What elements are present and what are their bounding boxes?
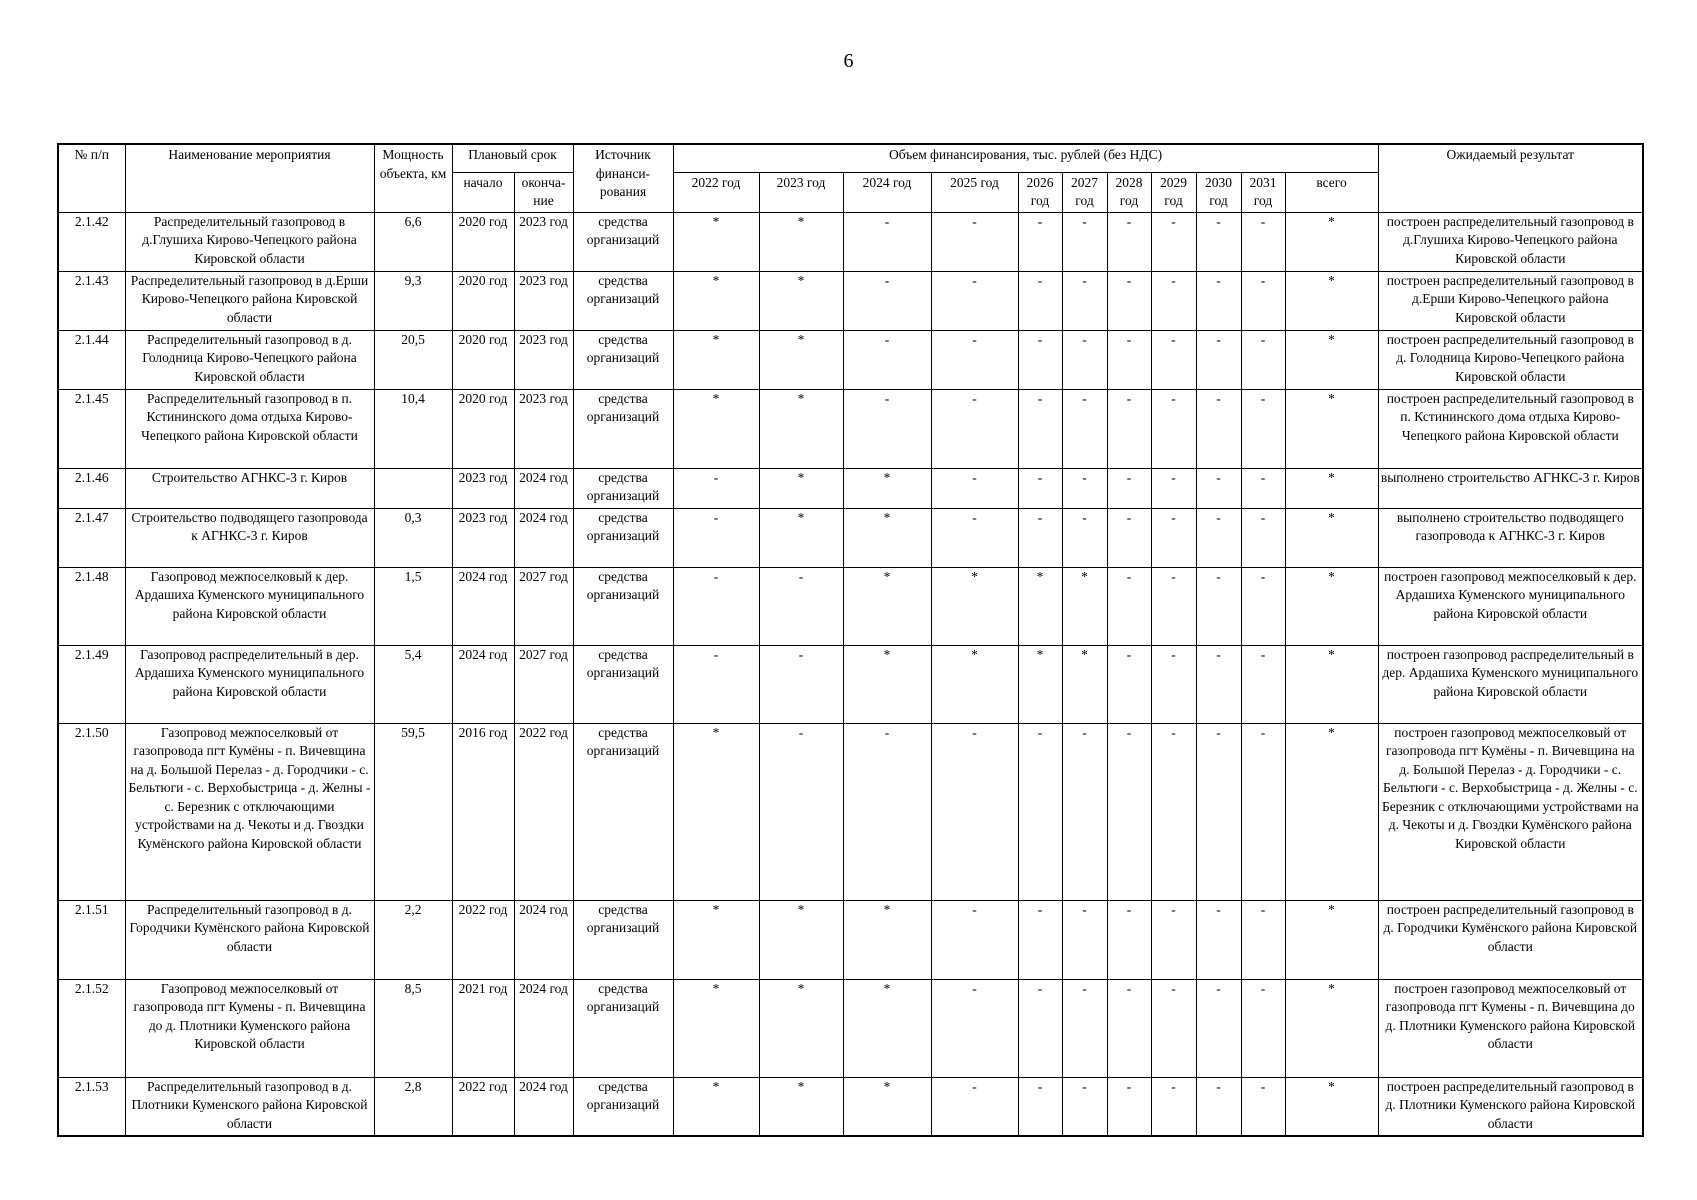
header-year-2024: 2024 год (843, 172, 931, 212)
header-year-2025: 2025 год (931, 172, 1018, 212)
row-capacity: 5,4 (374, 645, 452, 723)
row-source: средства организаций (573, 900, 673, 979)
row-start: 2022 год (452, 1077, 514, 1136)
row-value-2023: * (759, 389, 843, 468)
row-num: 2.1.46 (58, 468, 125, 508)
row-source: средства организаций (573, 645, 673, 723)
row-value-total: * (1285, 212, 1378, 271)
row-value-2023: * (759, 271, 843, 330)
row-value-2024: * (843, 508, 931, 567)
row-value-2029: - (1151, 271, 1196, 330)
row-value-2026: - (1018, 979, 1062, 1077)
row-value-2028: - (1107, 567, 1151, 645)
row-value-2030: - (1196, 723, 1241, 900)
row-value-2022: - (673, 508, 759, 567)
row-capacity: 8,5 (374, 979, 452, 1077)
row-value-2022: - (673, 468, 759, 508)
row-value-2028: - (1107, 271, 1151, 330)
header-year-2022: 2022 год (673, 172, 759, 212)
row-end: 2024 год (514, 979, 573, 1077)
header-year-2029: 2029 год (1151, 172, 1196, 212)
row-value-2024: * (843, 1077, 931, 1136)
header-source: Источник финанси-рования (573, 144, 673, 212)
row-start: 2021 год (452, 979, 514, 1077)
row-value-2025: - (931, 468, 1018, 508)
row-value-2029: - (1151, 900, 1196, 979)
row-num: 2.1.52 (58, 979, 125, 1077)
row-value-2029: - (1151, 389, 1196, 468)
row-name: Газопровод межпоселковый от газопровода пгт Кумёны - п. Вичевщина на д. Большой Перелаз - д. Городчики - с. Бельтюги - с. Верхобыстрица - д. Желны - с. Березник с отключающими устройствами на д. Чекоты и д. Гвоздки Кумёнского района Кировской области (125, 723, 374, 900)
table-row (58, 723, 1643, 900)
row-value-2024: * (843, 900, 931, 979)
header-term: Плановый срок (452, 144, 573, 172)
row-value-2027: - (1062, 1077, 1107, 1136)
row-name: Газопровод межпоселковый к дер. Ардашиха Куменского муниципального района Кировской области (125, 567, 374, 645)
table-row (58, 468, 1643, 508)
row-value-2031: - (1241, 508, 1285, 567)
row-value-2028: - (1107, 645, 1151, 723)
header-start: начало (452, 172, 514, 212)
row-value-total: * (1285, 723, 1378, 900)
row-value-2030: - (1196, 645, 1241, 723)
row-num: 2.1.49 (58, 645, 125, 723)
row-value-2027: - (1062, 271, 1107, 330)
financing-table (57, 143, 1644, 1137)
row-value-2022: * (673, 979, 759, 1077)
row-value-2024: * (843, 567, 931, 645)
row-num: 2.1.50 (58, 723, 125, 900)
row-value-total: * (1285, 979, 1378, 1077)
row-value-2022: * (673, 1077, 759, 1136)
header-num: № п/п (58, 144, 125, 212)
row-result: построен распределительный газопровод в д. Городчики Кумёнского района Кировской области (1378, 900, 1643, 979)
row-result: построен распределительный газопровод в д.Глушиха Кирово-Чепецкого района Кировской области (1378, 212, 1643, 271)
row-result: выполнено строительство АГНКС-3 г. Киров (1378, 468, 1643, 508)
row-num: 2.1.48 (58, 567, 125, 645)
table-row (58, 979, 1643, 1077)
table-body (58, 212, 1643, 1136)
row-capacity (374, 468, 452, 508)
header-year-2030: 2030 год (1196, 172, 1241, 212)
row-start: 2024 год (452, 645, 514, 723)
row-start: 2023 год (452, 508, 514, 567)
row-start: 2020 год (452, 330, 514, 389)
header-total: всего (1285, 172, 1378, 212)
header-name: Наименование мероприятия (125, 144, 374, 212)
row-start: 2016 год (452, 723, 514, 900)
row-value-2026: - (1018, 330, 1062, 389)
table-row (58, 1077, 1643, 1136)
row-end: 2022 год (514, 723, 573, 900)
row-source: средства организаций (573, 508, 673, 567)
row-value-2027: - (1062, 508, 1107, 567)
row-value-2030: - (1196, 212, 1241, 271)
row-value-2029: - (1151, 468, 1196, 508)
row-start: 2020 год (452, 389, 514, 468)
row-value-2031: - (1241, 271, 1285, 330)
row-value-2024: - (843, 330, 931, 389)
row-value-2024: * (843, 468, 931, 508)
row-value-2029: - (1151, 212, 1196, 271)
row-value-2025: * (931, 567, 1018, 645)
row-end: 2024 год (514, 900, 573, 979)
row-value-2030: - (1196, 900, 1241, 979)
row-value-2026: - (1018, 723, 1062, 900)
row-capacity: 59,5 (374, 723, 452, 900)
row-value-2029: - (1151, 1077, 1196, 1136)
row-value-2028: - (1107, 468, 1151, 508)
row-value-2024: - (843, 389, 931, 468)
row-value-2029: - (1151, 723, 1196, 900)
row-value-2029: - (1151, 567, 1196, 645)
row-num: 2.1.45 (58, 389, 125, 468)
header-capacity: Мощность объекта, км (374, 144, 452, 212)
row-source: средства организаций (573, 1077, 673, 1136)
page-number: 6 (843, 50, 854, 72)
row-start: 2020 год (452, 212, 514, 271)
row-value-2023: * (759, 1077, 843, 1136)
row-value-2027: - (1062, 900, 1107, 979)
row-value-2026: - (1018, 212, 1062, 271)
row-result: построен распределительный газопровод в п. Кстининского дома отдыха Кирово-Чепецкого района Кировской области (1378, 389, 1643, 468)
row-result: построен распределительный газопровод в д. Голодница Кирово-Чепецкого района Кировской области (1378, 330, 1643, 389)
row-value-2028: - (1107, 723, 1151, 900)
row-value-2024: - (843, 271, 931, 330)
row-value-2028: - (1107, 979, 1151, 1077)
row-source: средства организаций (573, 979, 673, 1077)
row-value-2031: - (1241, 330, 1285, 389)
header-year-2031: 2031 год (1241, 172, 1285, 212)
row-end: 2023 год (514, 271, 573, 330)
header-year-2027: 2027 год (1062, 172, 1107, 212)
row-value-total: * (1285, 330, 1378, 389)
row-value-2023: * (759, 900, 843, 979)
row-result: построен газопровод межпоселковый от газопровода пгт Кумены - п. Вичевщина до д. Плотники Куменского района Кировской области (1378, 979, 1643, 1077)
row-value-2022: * (673, 271, 759, 330)
row-capacity: 20,5 (374, 330, 452, 389)
row-value-2026: - (1018, 271, 1062, 330)
row-value-2031: - (1241, 979, 1285, 1077)
row-value-2022: * (673, 212, 759, 271)
row-name: Распределительный газопровод в д. Плотники Куменского района Кировской области (125, 1077, 374, 1136)
row-value-2026: - (1018, 1077, 1062, 1136)
row-num: 2.1.44 (58, 330, 125, 389)
row-name: Распределительный газопровод в д. Городчики Кумёнского района Кировской области (125, 900, 374, 979)
row-capacity: 2,8 (374, 1077, 452, 1136)
row-value-2023: * (759, 468, 843, 508)
row-num: 2.1.51 (58, 900, 125, 979)
row-start: 2024 год (452, 567, 514, 645)
row-value-2030: - (1196, 468, 1241, 508)
row-value-total: * (1285, 1077, 1378, 1136)
row-value-2029: - (1151, 508, 1196, 567)
table-row (58, 389, 1643, 468)
row-capacity: 1,5 (374, 567, 452, 645)
row-value-2030: - (1196, 979, 1241, 1077)
row-value-2022: * (673, 900, 759, 979)
header-end: оконча-ние (514, 172, 573, 212)
row-value-2026: * (1018, 567, 1062, 645)
row-value-2031: - (1241, 567, 1285, 645)
row-value-2023: * (759, 979, 843, 1077)
row-value-total: * (1285, 645, 1378, 723)
row-value-2025: - (931, 271, 1018, 330)
row-value-2029: - (1151, 645, 1196, 723)
row-value-2025: - (931, 723, 1018, 900)
row-value-2028: - (1107, 508, 1151, 567)
table-row (58, 271, 1643, 330)
row-value-2030: - (1196, 330, 1241, 389)
row-value-2025: - (931, 389, 1018, 468)
row-value-2029: - (1151, 979, 1196, 1077)
row-value-2022: * (673, 723, 759, 900)
row-value-2030: - (1196, 271, 1241, 330)
row-start: 2020 год (452, 271, 514, 330)
row-source: средства организаций (573, 212, 673, 271)
row-end: 2024 год (514, 508, 573, 567)
row-source: средства организаций (573, 723, 673, 900)
header-year-2023: 2023 год (759, 172, 843, 212)
row-end: 2023 год (514, 330, 573, 389)
table-row (58, 645, 1643, 723)
row-value-2025: - (931, 1077, 1018, 1136)
row-value-2022: - (673, 567, 759, 645)
row-value-2030: - (1196, 508, 1241, 567)
row-value-2031: - (1241, 1077, 1285, 1136)
row-value-2024: - (843, 723, 931, 900)
row-result: выполнено строительство подводящего газопровода к АГНКС-3 г. Киров (1378, 508, 1643, 567)
row-value-2027: - (1062, 468, 1107, 508)
row-num: 2.1.47 (58, 508, 125, 567)
row-value-2023: - (759, 567, 843, 645)
row-value-2030: - (1196, 389, 1241, 468)
row-value-2031: - (1241, 468, 1285, 508)
row-capacity: 10,4 (374, 389, 452, 468)
row-value-2027: * (1062, 645, 1107, 723)
row-num: 2.1.43 (58, 271, 125, 330)
row-num: 2.1.42 (58, 212, 125, 271)
row-end: 2024 год (514, 1077, 573, 1136)
row-value-2027: - (1062, 723, 1107, 900)
row-value-2031: - (1241, 645, 1285, 723)
header-result: Ожидаемый результат (1378, 144, 1643, 212)
row-end: 2023 год (514, 389, 573, 468)
row-value-2023: * (759, 212, 843, 271)
row-value-2026: * (1018, 645, 1062, 723)
row-source: средства организаций (573, 468, 673, 508)
row-value-2028: - (1107, 212, 1151, 271)
header-funding: Объем финансирования, тыс. рублей (без НДС) (673, 144, 1378, 172)
row-result: построен газопровод межпоселковый от газопровода пгт Кумёны - п. Вичевщина на д. Большой Перелаз - д. Городчики - с. Бельтюги - с. Верхобыстрица - д. Желны - с. Березник с отключающими устройствами на д. Чекоты и д. Гвоздки Кумёнского района Кировской области (1378, 723, 1643, 900)
row-value-2023: * (759, 330, 843, 389)
row-value-2025: - (931, 979, 1018, 1077)
row-value-2030: - (1196, 1077, 1241, 1136)
row-value-2028: - (1107, 330, 1151, 389)
row-value-2025: - (931, 508, 1018, 567)
table-row (58, 212, 1643, 271)
row-value-total: * (1285, 389, 1378, 468)
row-num: 2.1.53 (58, 1077, 125, 1136)
row-value-2026: - (1018, 389, 1062, 468)
row-value-total: * (1285, 567, 1378, 645)
row-value-2024: * (843, 979, 931, 1077)
row-end: 2027 год (514, 645, 573, 723)
row-value-2026: - (1018, 468, 1062, 508)
row-value-2023: - (759, 645, 843, 723)
row-value-2028: - (1107, 900, 1151, 979)
row-source: средства организаций (573, 271, 673, 330)
row-source: средства организаций (573, 330, 673, 389)
row-value-2025: - (931, 900, 1018, 979)
row-end: 2027 год (514, 567, 573, 645)
row-end: 2023 год (514, 212, 573, 271)
row-value-2024: * (843, 645, 931, 723)
row-value-2026: - (1018, 508, 1062, 567)
row-value-2027: - (1062, 979, 1107, 1077)
table-row (58, 900, 1643, 979)
row-value-2026: - (1018, 900, 1062, 979)
row-value-2022: - (673, 645, 759, 723)
row-result: построен газопровод межпоселковый к дер. Ардашиха Куменского муниципального района Кировской области (1378, 567, 1643, 645)
row-capacity: 2,2 (374, 900, 452, 979)
row-source: средства организаций (573, 389, 673, 468)
header-year-2026: 2026 год (1018, 172, 1062, 212)
header-year-2028: 2028 год (1107, 172, 1151, 212)
row-result: построен газопровод распределительный в дер. Ардашиха Куменского муниципального района Кировской области (1378, 645, 1643, 723)
row-capacity: 9,3 (374, 271, 452, 330)
row-value-total: * (1285, 900, 1378, 979)
row-name: Распределительный газопровод в д. Голодница Кирово-Чепецкого района Кировской области (125, 330, 374, 389)
row-name: Газопровод распределительный в дер. Ардашиха Куменского муниципального района Кировской области (125, 645, 374, 723)
row-value-2027: - (1062, 330, 1107, 389)
row-value-2024: - (843, 212, 931, 271)
row-value-2023: - (759, 723, 843, 900)
table-row (58, 508, 1643, 567)
row-value-2028: - (1107, 389, 1151, 468)
row-value-2027: * (1062, 567, 1107, 645)
row-name: Распределительный газопровод в п. Кстининского дома отдыха Кирово-Чепецкого района Кировской области (125, 389, 374, 468)
row-value-2023: * (759, 508, 843, 567)
row-value-2022: * (673, 330, 759, 389)
row-value-2025: * (931, 645, 1018, 723)
row-value-2025: - (931, 330, 1018, 389)
row-value-2031: - (1241, 723, 1285, 900)
row-name: Распределительный газопровод в д.Глушиха Кирово-Чепецкого района Кировской области (125, 212, 374, 271)
row-value-2028: - (1107, 1077, 1151, 1136)
row-name: Газопровод межпоселковый от газопровода пгт Кумены - п. Вичевщина до д. Плотники Куменского района Кировской области (125, 979, 374, 1077)
row-result: построен распределительный газопровод в д.Ерши Кирово-Чепецкого района Кировской области (1378, 271, 1643, 330)
table-row (58, 567, 1643, 645)
row-value-2030: - (1196, 567, 1241, 645)
row-value-total: * (1285, 468, 1378, 508)
row-value-2031: - (1241, 389, 1285, 468)
row-value-total: * (1285, 508, 1378, 567)
row-start: 2023 год (452, 468, 514, 508)
row-value-2027: - (1062, 212, 1107, 271)
row-start: 2022 год (452, 900, 514, 979)
table-row (58, 330, 1643, 389)
row-value-2025: - (931, 212, 1018, 271)
row-value-2031: - (1241, 212, 1285, 271)
row-value-2022: * (673, 389, 759, 468)
row-name: Распределительный газопровод в д.Ерши Кирово-Чепецкого района Кировской области (125, 271, 374, 330)
row-result: построен распределительный газопровод в д. Плотники Куменского района Кировской области (1378, 1077, 1643, 1136)
row-end: 2024 год (514, 468, 573, 508)
row-source: средства организаций (573, 567, 673, 645)
row-capacity: 0,3 (374, 508, 452, 567)
row-capacity: 6,6 (374, 212, 452, 271)
row-value-2031: - (1241, 900, 1285, 979)
row-name: Строительство АГНКС-3 г. Киров (125, 468, 374, 508)
row-value-total: * (1285, 271, 1378, 330)
row-name: Строительство подводящего газопровода к АГНКС-3 г. Киров (125, 508, 374, 567)
row-value-2029: - (1151, 330, 1196, 389)
row-value-2027: - (1062, 389, 1107, 468)
